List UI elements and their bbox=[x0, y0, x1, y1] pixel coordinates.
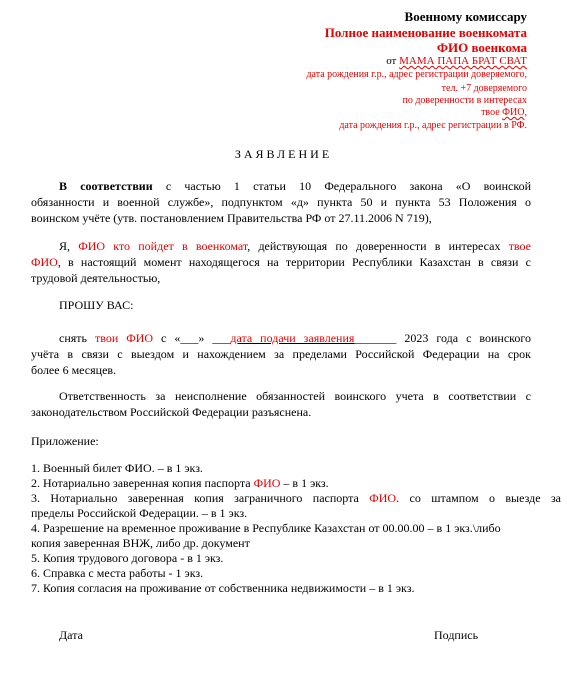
remove-line2: учёта в связи с выездом и нахождением за пределами Российской Федерации на срок bbox=[31, 347, 531, 361]
document-title: ЗАЯВЛЕНИЕ bbox=[234, 147, 333, 161]
footer-signature: Подпись bbox=[434, 628, 479, 642]
header-line-birth-rf: дата рождения г.р., адрес регистрации в РФ. bbox=[339, 120, 527, 131]
list-item-7: 7. Копия согласия на проживание от собственника недвижимости – в 1 экз. bbox=[31, 581, 415, 595]
header-line-your-name bbox=[481, 107, 527, 118]
applicant-your: твое bbox=[508, 239, 531, 253]
header-line-proxy: по доверенности в интересах bbox=[402, 95, 527, 106]
list-item-1: 1. Военный билет ФИО. – в 1 экз. bbox=[31, 461, 203, 475]
applicant-fio: ФИО bbox=[31, 255, 58, 269]
list-item-3-cont: пределы Российской Федерации. – в 1 экз. bbox=[31, 506, 248, 520]
applicant-f: , в настоящий момент находящегося на территории Республики Казахстан в связи с bbox=[57, 255, 531, 269]
header-line-birth-address: дата рождения г.р., адрес регистрации доверяемого, bbox=[306, 69, 527, 80]
remove-date: дата подачи заявления bbox=[230, 331, 355, 345]
paragraph-applicant bbox=[31, 238, 531, 286]
list-item-6: 6. Справка с места работы - 1 экз. bbox=[31, 566, 204, 580]
header-line-military-office: Полное наименование военкомата bbox=[324, 25, 527, 40]
your-prefix: твое bbox=[481, 107, 503, 118]
from-value: МАМА ПАПА БРАТ СВАТ bbox=[399, 55, 527, 67]
header-line-commissar-name: ФИО военкома bbox=[436, 40, 527, 55]
list-item-2: 2. Нотариально заверенная копия паспорта ФИО – в 1 экз. bbox=[31, 476, 329, 490]
list-item-3: 3. Нотариально заверенная копия заграничного паспорта ФИО. со штампом о выезде за bbox=[31, 491, 562, 505]
list-item-4-cont: копия заверенная ВНЖ, либо др. документ bbox=[31, 536, 250, 550]
applicant-g: трудовой деятельностью, bbox=[31, 271, 161, 285]
applicant-a: Я, bbox=[59, 239, 79, 253]
basis-line3: воинском учёте (утв. постановлением Правительства РФ от 27.11.2006 N 719), bbox=[31, 211, 432, 225]
list-item-5: 5. Копия трудового договора - в 1 экз. bbox=[31, 551, 224, 565]
resp-line2: законодательством Российской Федерации разъяснена. bbox=[31, 405, 312, 419]
applicant-name: ФИО кто пойдет в военкомат bbox=[78, 239, 248, 253]
footer-date: Дата bbox=[59, 628, 83, 642]
basis-bold: В соответствии bbox=[59, 179, 153, 193]
basis-line2: обязанности и военной службе», подпунктом «д» пункта 50 и пункта 53 Положения о bbox=[31, 195, 531, 209]
from-prefix: от bbox=[386, 55, 400, 67]
header-line-phone: тел. +7 доверяемого bbox=[441, 83, 527, 94]
basis-line1: с частью 1 статьи 10 Федерального закона «О воинской bbox=[152, 179, 531, 193]
attachments-heading: Приложение: bbox=[31, 434, 99, 448]
header-line-commissar: Военному комиссару bbox=[404, 9, 527, 24]
remove-name: твои ФИО bbox=[94, 331, 154, 345]
remove-e: _______ 2023 года с воинского bbox=[354, 331, 532, 345]
paragraph-request bbox=[31, 297, 531, 313]
header-line-from bbox=[386, 55, 527, 67]
paragraph-remove bbox=[31, 330, 531, 378]
list-item-4: 4. Разрешение на временное проживание в Республике Казахстан от 00.00.00 – в 1 экз.\либо bbox=[31, 521, 501, 535]
paragraph-responsibility bbox=[31, 388, 531, 420]
remove-line3: более 6 месяцев. bbox=[31, 363, 117, 377]
applicant-c: , действующая по доверенности в интересах bbox=[247, 239, 509, 253]
remove-c: с «___» ___ bbox=[153, 331, 231, 345]
your-fio: ФИО bbox=[502, 107, 525, 118]
paragraph-basis bbox=[31, 178, 531, 226]
resp-line1: Ответственность за неисполнение обязанностей воинского учета в соответствии с bbox=[59, 389, 531, 403]
your-comma: , bbox=[524, 107, 527, 118]
remove-a: снять bbox=[59, 331, 95, 345]
request-text: ПРОШУ ВАС: bbox=[59, 298, 134, 312]
attachments-list bbox=[31, 461, 561, 596]
